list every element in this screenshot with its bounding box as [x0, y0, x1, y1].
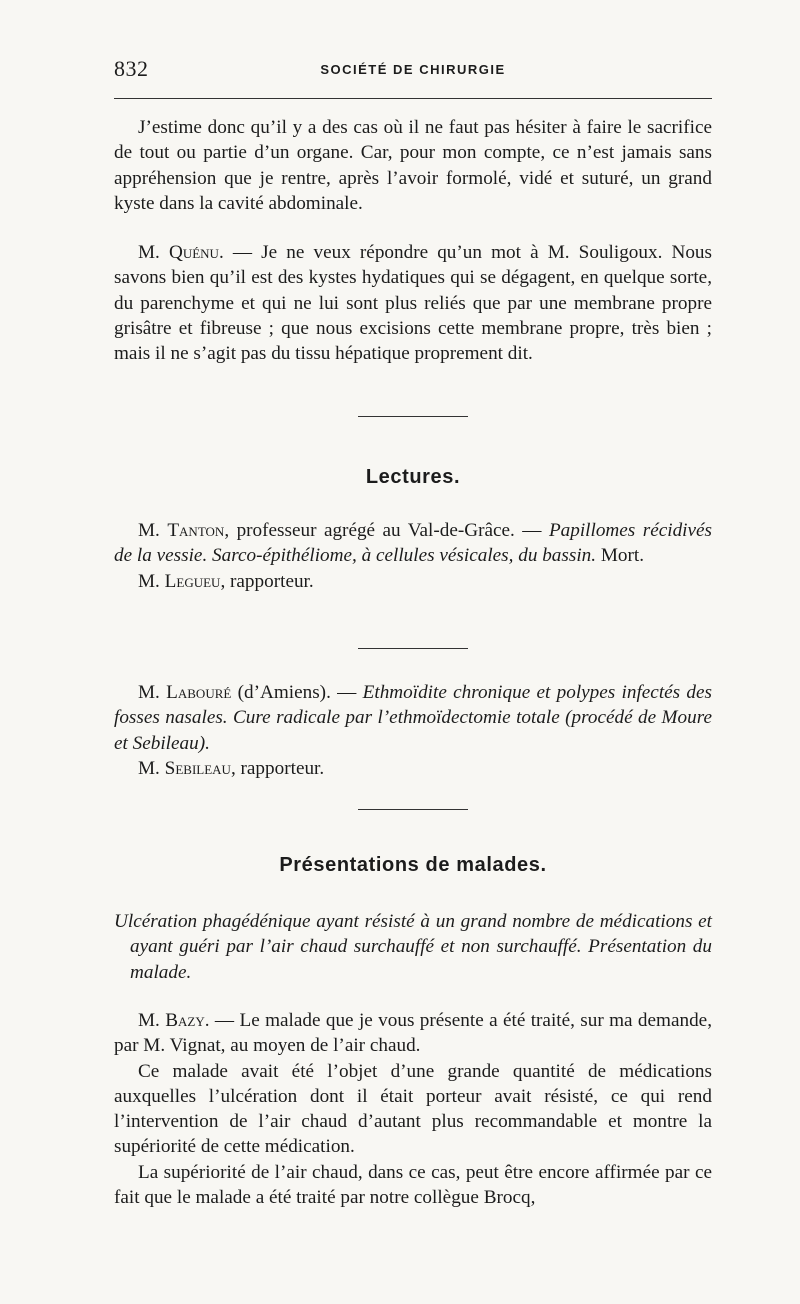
- paragraph-superiority: La supériorité de l’air chaud, dans ce cas, peut être encore affirmée par ce fait que le malade a été traité par notre collègue Brocq,: [114, 1161, 712, 1209]
- page-header: [114, 56, 712, 86]
- queno-paragraph: [114, 240, 712, 366]
- queno-prefix: M.: [138, 242, 160, 263]
- queno-text: [114, 240, 712, 366]
- lecture-laboure-text: [114, 680, 712, 756]
- bazy-body: . — Le malade que je vous présente a été traité, sur ma demande, par M. Vignat, au moyen de l’air chaud.: [114, 1010, 712, 1057]
- lecture-item-laboure: [114, 680, 712, 781]
- speaker-bazy: Bazy: [165, 1010, 205, 1031]
- tanton-title: Papillomes récidivés de la vessie. Sarco-épithéliome, à cellules vésicales, du bassin.: [114, 520, 712, 567]
- tanton-prefix: M.: [138, 520, 160, 541]
- running-head: SOCIÉTÉ DE CHIRURGIE: [320, 62, 506, 77]
- author-tanton: Tanton: [167, 520, 225, 541]
- page-number: 832: [114, 56, 149, 81]
- sebileau-prefix: M.: [138, 757, 160, 779]
- rapporteur-legueu-name: Legueu: [164, 570, 221, 592]
- rapporteur-sebileau: [114, 756, 712, 781]
- header-rule: [114, 98, 712, 99]
- author-laboure: Labouré: [166, 682, 232, 703]
- bazy-paragraphs: [114, 1008, 712, 1210]
- intro-text: J’estime donc qu’il y a des cas où il ne faut pas hésiter à faire le sacrifice de tout ou partie d’un organe. Car, pour mon compte, ce n’est jamais sans appréhension que je rentre, après l’avoir formolé, vidé et suturé, un grand kyste dans la cavité abdominale.: [114, 117, 712, 214]
- laboure-prefix: M.: [138, 682, 160, 703]
- tanton-affiliation: , professeur agrégé au Val-de-Grâce. —: [224, 520, 549, 541]
- bazy-text: [114, 1008, 712, 1059]
- laboure-affiliation: (d’Amiens). —: [231, 682, 363, 703]
- legueu-prefix: M.: [138, 570, 160, 592]
- separator-rule: [358, 809, 468, 810]
- section-title-lectures: Lectures.: [365, 466, 461, 488]
- section-title-presentations: Présentations de malades.: [279, 854, 547, 876]
- sebileau-role: , rapporteur.: [230, 757, 325, 779]
- laboure-title: Ethmoïdite chronique et polypes infectés des fosses nasales. Cure radicale par l’ethmoïdectomie totale (procédé de Moure et Sebileau).: [114, 682, 713, 754]
- queno-body: . — Je ne veux répondre qu’un mot à M. Souligoux. Nous savons bien qu’il est des kystes hydatiques qui se dégagent, en quelque sorte, du parenchyme et qui ne lui sont plus reliés que par une membrane propre grisâtre et fibreuse ; que nous excisions cette membrane propre, très bien ; mais il ne s’agit pas du tissu hépatique proprement dit.: [114, 242, 712, 365]
- speaker-queno: Quénu: [168, 242, 219, 263]
- rapporteur-sebileau-name: Sebileau: [164, 757, 231, 779]
- separator-rule: [358, 648, 468, 649]
- lecture-item-tanton: [114, 518, 712, 594]
- presentation-subtitle-text: Ulcération phagédénique ayant résisté à un grand nombre de médications et ayant guéri par l’air chaud surchauffé et non surchauffé. Présentation du malade.: [114, 911, 712, 983]
- paragraph-medications: Ce malade avait été l’objet d’une grande quantité de médications auxquelles l’ulcération dont il était porteur avait résisté, ce qui rend l’intervention de l’air chaud d’autant plus recommandable et montre la supériorité de cette médication.: [114, 1060, 712, 1158]
- intro-paragraph: [114, 115, 712, 216]
- presentation-subtitle: [114, 909, 712, 985]
- legueu-role: , rapporteur.: [220, 570, 314, 592]
- rapporteur-legueu: [114, 569, 712, 594]
- bazy-prefix: M.: [138, 1010, 160, 1031]
- separator-rule: [358, 416, 468, 417]
- tanton-outcome: Mort.: [596, 545, 645, 567]
- lecture-tanton-text: [114, 518, 712, 569]
